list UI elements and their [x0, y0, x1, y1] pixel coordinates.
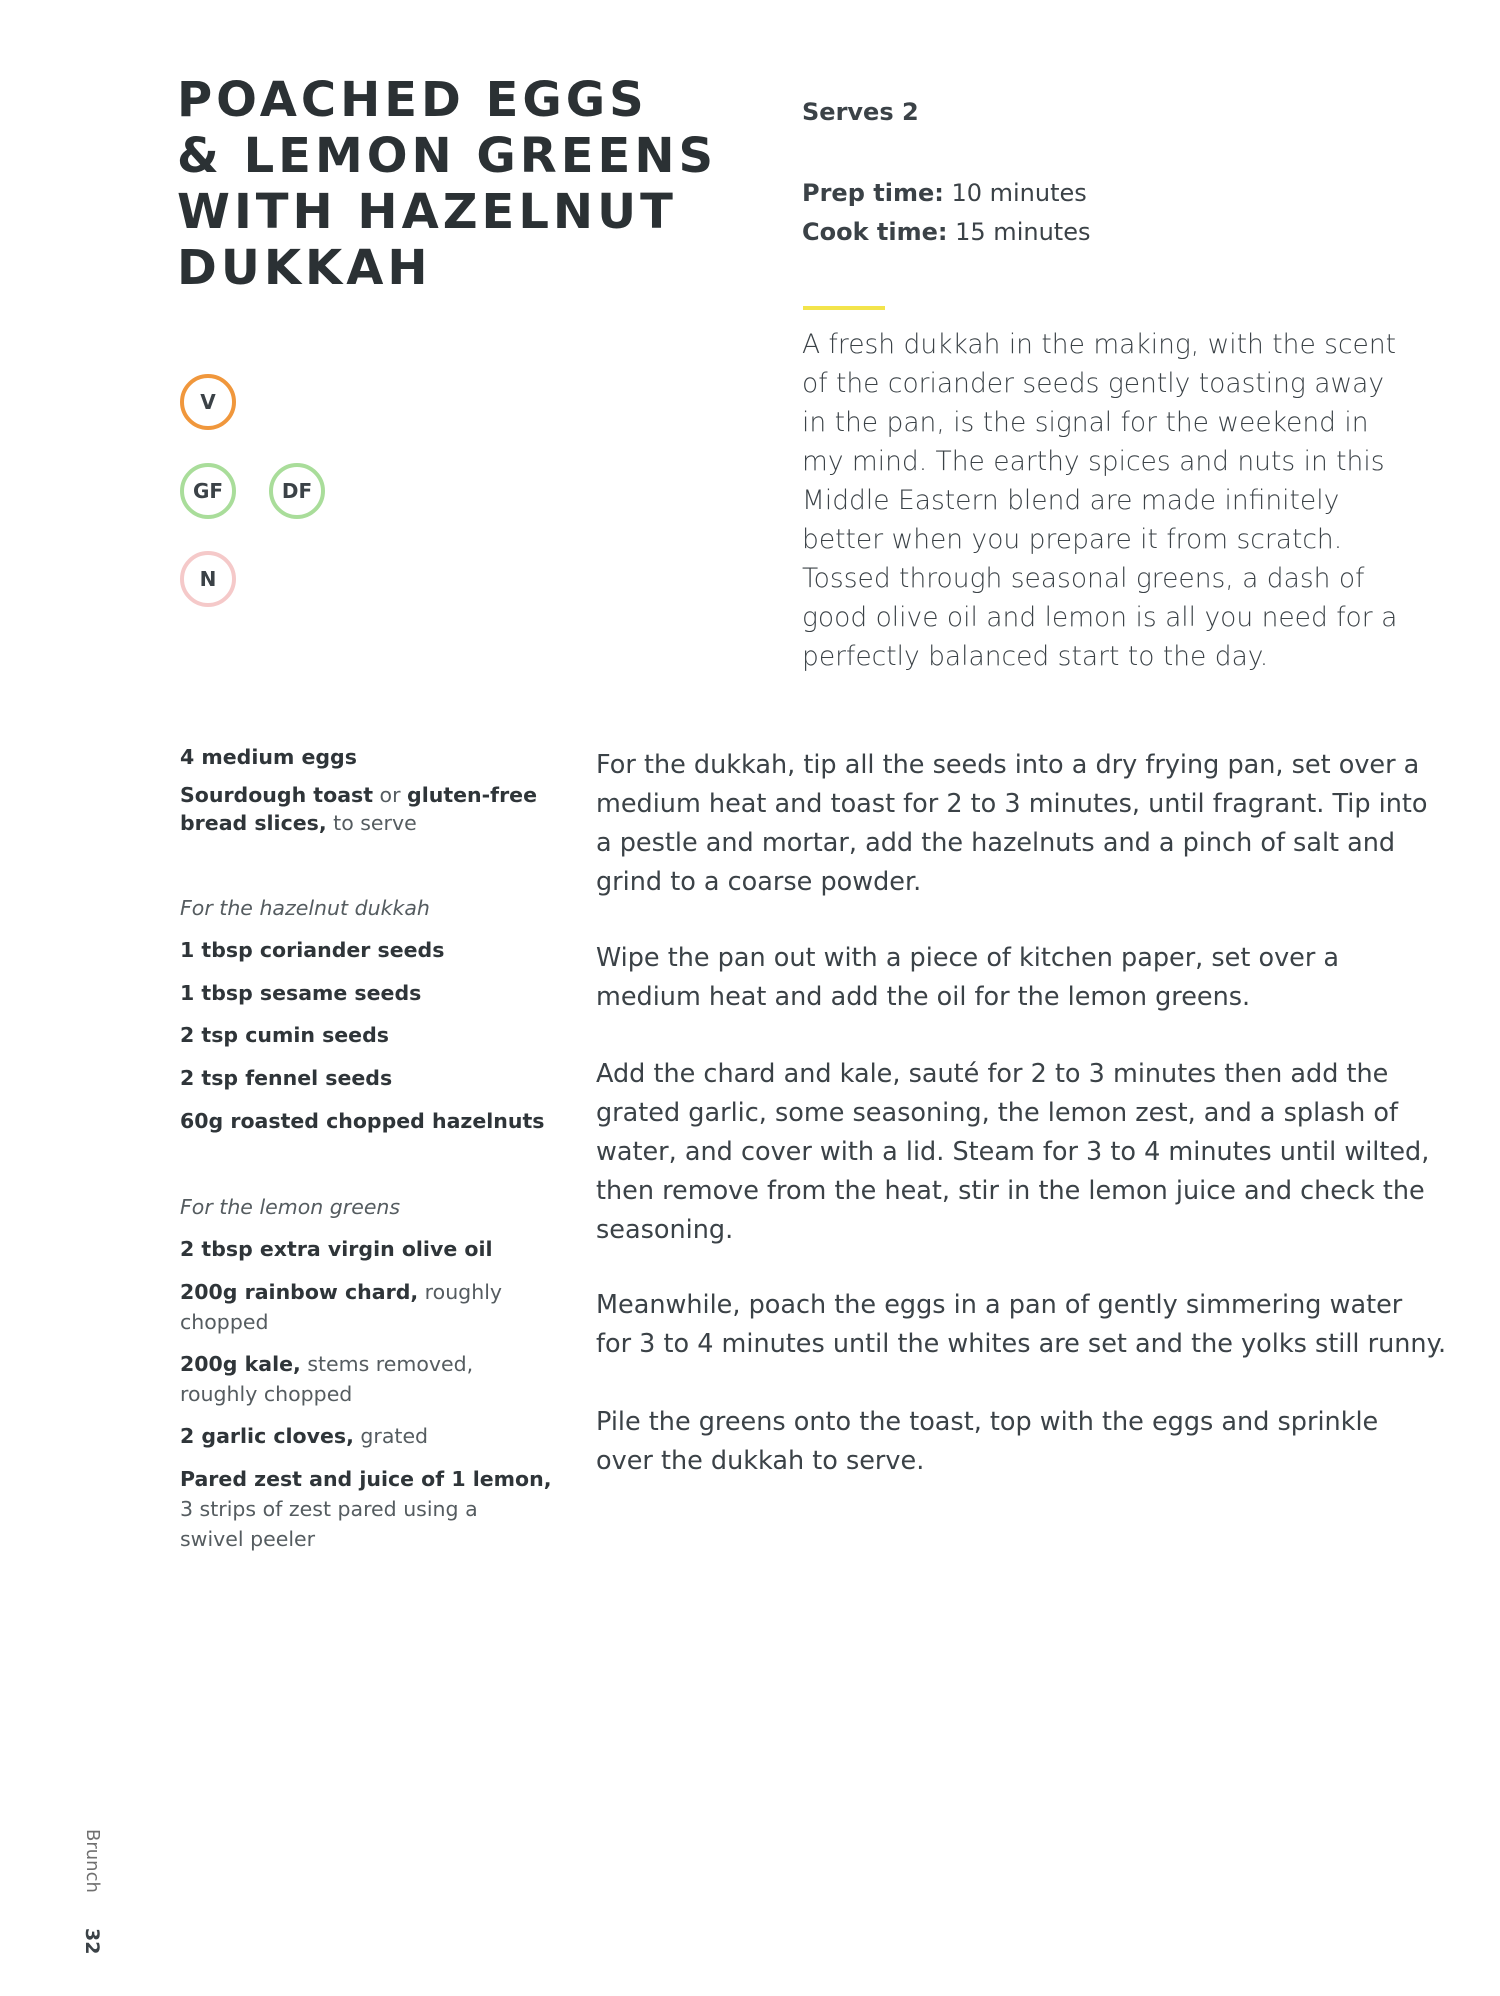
ingredient-note: 3 strips of zest pared using a — [180, 1497, 478, 1521]
ingredient-note: to serve — [326, 811, 417, 835]
method-line: Add the chard and kale, sauté for 2 to 3 minutes then add the — [596, 1059, 1389, 1089]
ingredient-note: chopped — [180, 1310, 269, 1334]
ingredient-name: Sourdough toast — [180, 783, 374, 807]
intro-line: my mind. The earthy spices and nuts in this — [802, 446, 1385, 477]
ingredient-note: roughly — [418, 1280, 503, 1304]
intro-line: A fresh dukkah in the making, with the scent — [802, 329, 1397, 360]
title-line: WITH HAZELNUT — [177, 184, 677, 240]
method-line: Meanwhile, poach the eggs in a pan of gently simmering water — [596, 1290, 1403, 1320]
ingredient-name: 2 tbsp extra virgin olive oil — [180, 1237, 493, 1261]
section-heading: For the lemon greens — [180, 1195, 401, 1219]
ingredient — [180, 1234, 493, 1264]
method-line: seasoning. — [596, 1215, 734, 1245]
ingredient — [180, 1063, 392, 1093]
ingredient-name: bread slices, — [180, 811, 327, 835]
ingredient-name: 200g kale, — [180, 1352, 301, 1376]
title-line: DUKKAH — [177, 240, 432, 296]
method-line: for 3 to 4 minutes until the whites are set and the yolks still runny. — [596, 1329, 1447, 1359]
recipe-title — [177, 72, 737, 296]
ingredient-connector: or — [373, 783, 408, 807]
ingredient — [180, 808, 417, 838]
intro-line: Tossed through seasonal greens, a dash of — [802, 563, 1365, 594]
ingredient — [180, 1106, 544, 1136]
intro-line: good olive oil and lemon is all you need for a — [802, 602, 1398, 633]
cook-time — [802, 213, 1090, 252]
ingredient-name: 2 garlic cloves, — [180, 1424, 354, 1448]
ingredient-note: stems removed, — [300, 1352, 474, 1376]
ingredient-name: Pared zest and juice of 1 lemon, — [180, 1467, 552, 1491]
ingredient-name: gluten-free — [407, 783, 537, 807]
cook-label: Cook time: — [802, 218, 948, 246]
ingredient-name: 60g roasted chopped hazelnuts — [180, 1109, 545, 1133]
ingredient — [180, 1464, 551, 1494]
method-line: a pestle and mortar, add the hazelnuts and a pinch of salt and — [596, 828, 1396, 858]
cook-value: 15 minutes — [955, 218, 1091, 246]
intro-line: Middle Eastern blend are made infinitely — [802, 485, 1340, 516]
method-line: grind to a coarse powder. — [596, 867, 922, 897]
ingredient-name: 4 medium eggs — [180, 745, 357, 769]
ingredient-note: roughly chopped — [180, 1382, 353, 1406]
section-heading: For the hazelnut dukkah — [180, 896, 430, 920]
ingredient — [180, 1020, 389, 1050]
intro-line: perfectly balanced start to the day. — [802, 641, 1269, 672]
ingredient-name: 1 tbsp coriander seeds — [180, 938, 445, 962]
ingredient-note: grated — [353, 1424, 429, 1448]
accent-rule — [803, 306, 885, 310]
section-label: Brunch — [82, 1829, 103, 1893]
prep-value: 10 minutes — [951, 179, 1087, 207]
ingredient — [180, 780, 537, 810]
method-step — [596, 1286, 1447, 1364]
intro-paragraph — [802, 325, 1412, 676]
ingredient-note: swivel peeler — [180, 1527, 316, 1551]
method-line: Wipe the pan out with a piece of kitchen paper, set over a — [596, 943, 1340, 973]
method-step — [596, 746, 1426, 902]
serves: Serves 2 — [802, 98, 919, 126]
ingredient — [180, 1277, 502, 1307]
ingredient-name: 2 tsp fennel seeds — [180, 1066, 393, 1090]
method-line: water, and cover with a lid. Steam for 3 to 4 minutes until wilted, — [596, 1137, 1430, 1167]
ingredient — [180, 1421, 428, 1451]
ingredient-name: 2 tsp cumin seeds — [180, 1023, 389, 1047]
ingredient-name: 1 tbsp sesame seeds — [180, 981, 422, 1005]
method-line: medium heat and toast for 2 to 3 minutes, until fragrant. Tip into — [596, 789, 1428, 819]
method-line: over the dukkah to serve. — [596, 1446, 925, 1476]
prep-label: Prep time: — [802, 179, 944, 207]
method-step — [596, 1403, 1426, 1481]
method-line: For the dukkah, tip all the seeds into a dry frying pan, set over a — [596, 750, 1420, 780]
ingredient — [180, 978, 421, 1008]
ingredient — [180, 742, 357, 772]
method-line: Pile the greens onto the toast, top with the eggs and sprinkle — [596, 1407, 1379, 1437]
ingredient — [180, 935, 444, 965]
prep-time — [802, 174, 1090, 213]
dairy-free-badge: DF — [269, 463, 325, 519]
ingredient — [180, 1349, 473, 1379]
intro-line: better when you prepare it from scratch. — [802, 524, 1343, 555]
title-line: & LEMON GREENS — [177, 128, 718, 184]
ingredient-name: 200g rainbow chard, — [180, 1280, 419, 1304]
method-step — [596, 939, 1426, 1017]
intro-line: of the coriander seeds gently toasting away — [802, 368, 1385, 399]
times — [802, 174, 1090, 252]
nut-badge: N — [180, 551, 236, 607]
method-step — [596, 1055, 1430, 1250]
method-line: medium heat and add the oil for the lemon greens. — [596, 982, 1251, 1012]
intro-line: in the pan, is the signal for the weekend in — [802, 407, 1369, 438]
method-line: then remove from the heat, stir in the lemon juice and check the — [596, 1176, 1425, 1206]
method-line: grated garlic, some seasoning, the lemon zest, and a splash of — [596, 1098, 1398, 1128]
vegetarian-badge: V — [180, 374, 236, 430]
title-line: POACHED EGGS — [177, 72, 648, 128]
gluten-free-badge: GF — [180, 463, 236, 519]
page-number: 32 — [81, 1928, 103, 1955]
